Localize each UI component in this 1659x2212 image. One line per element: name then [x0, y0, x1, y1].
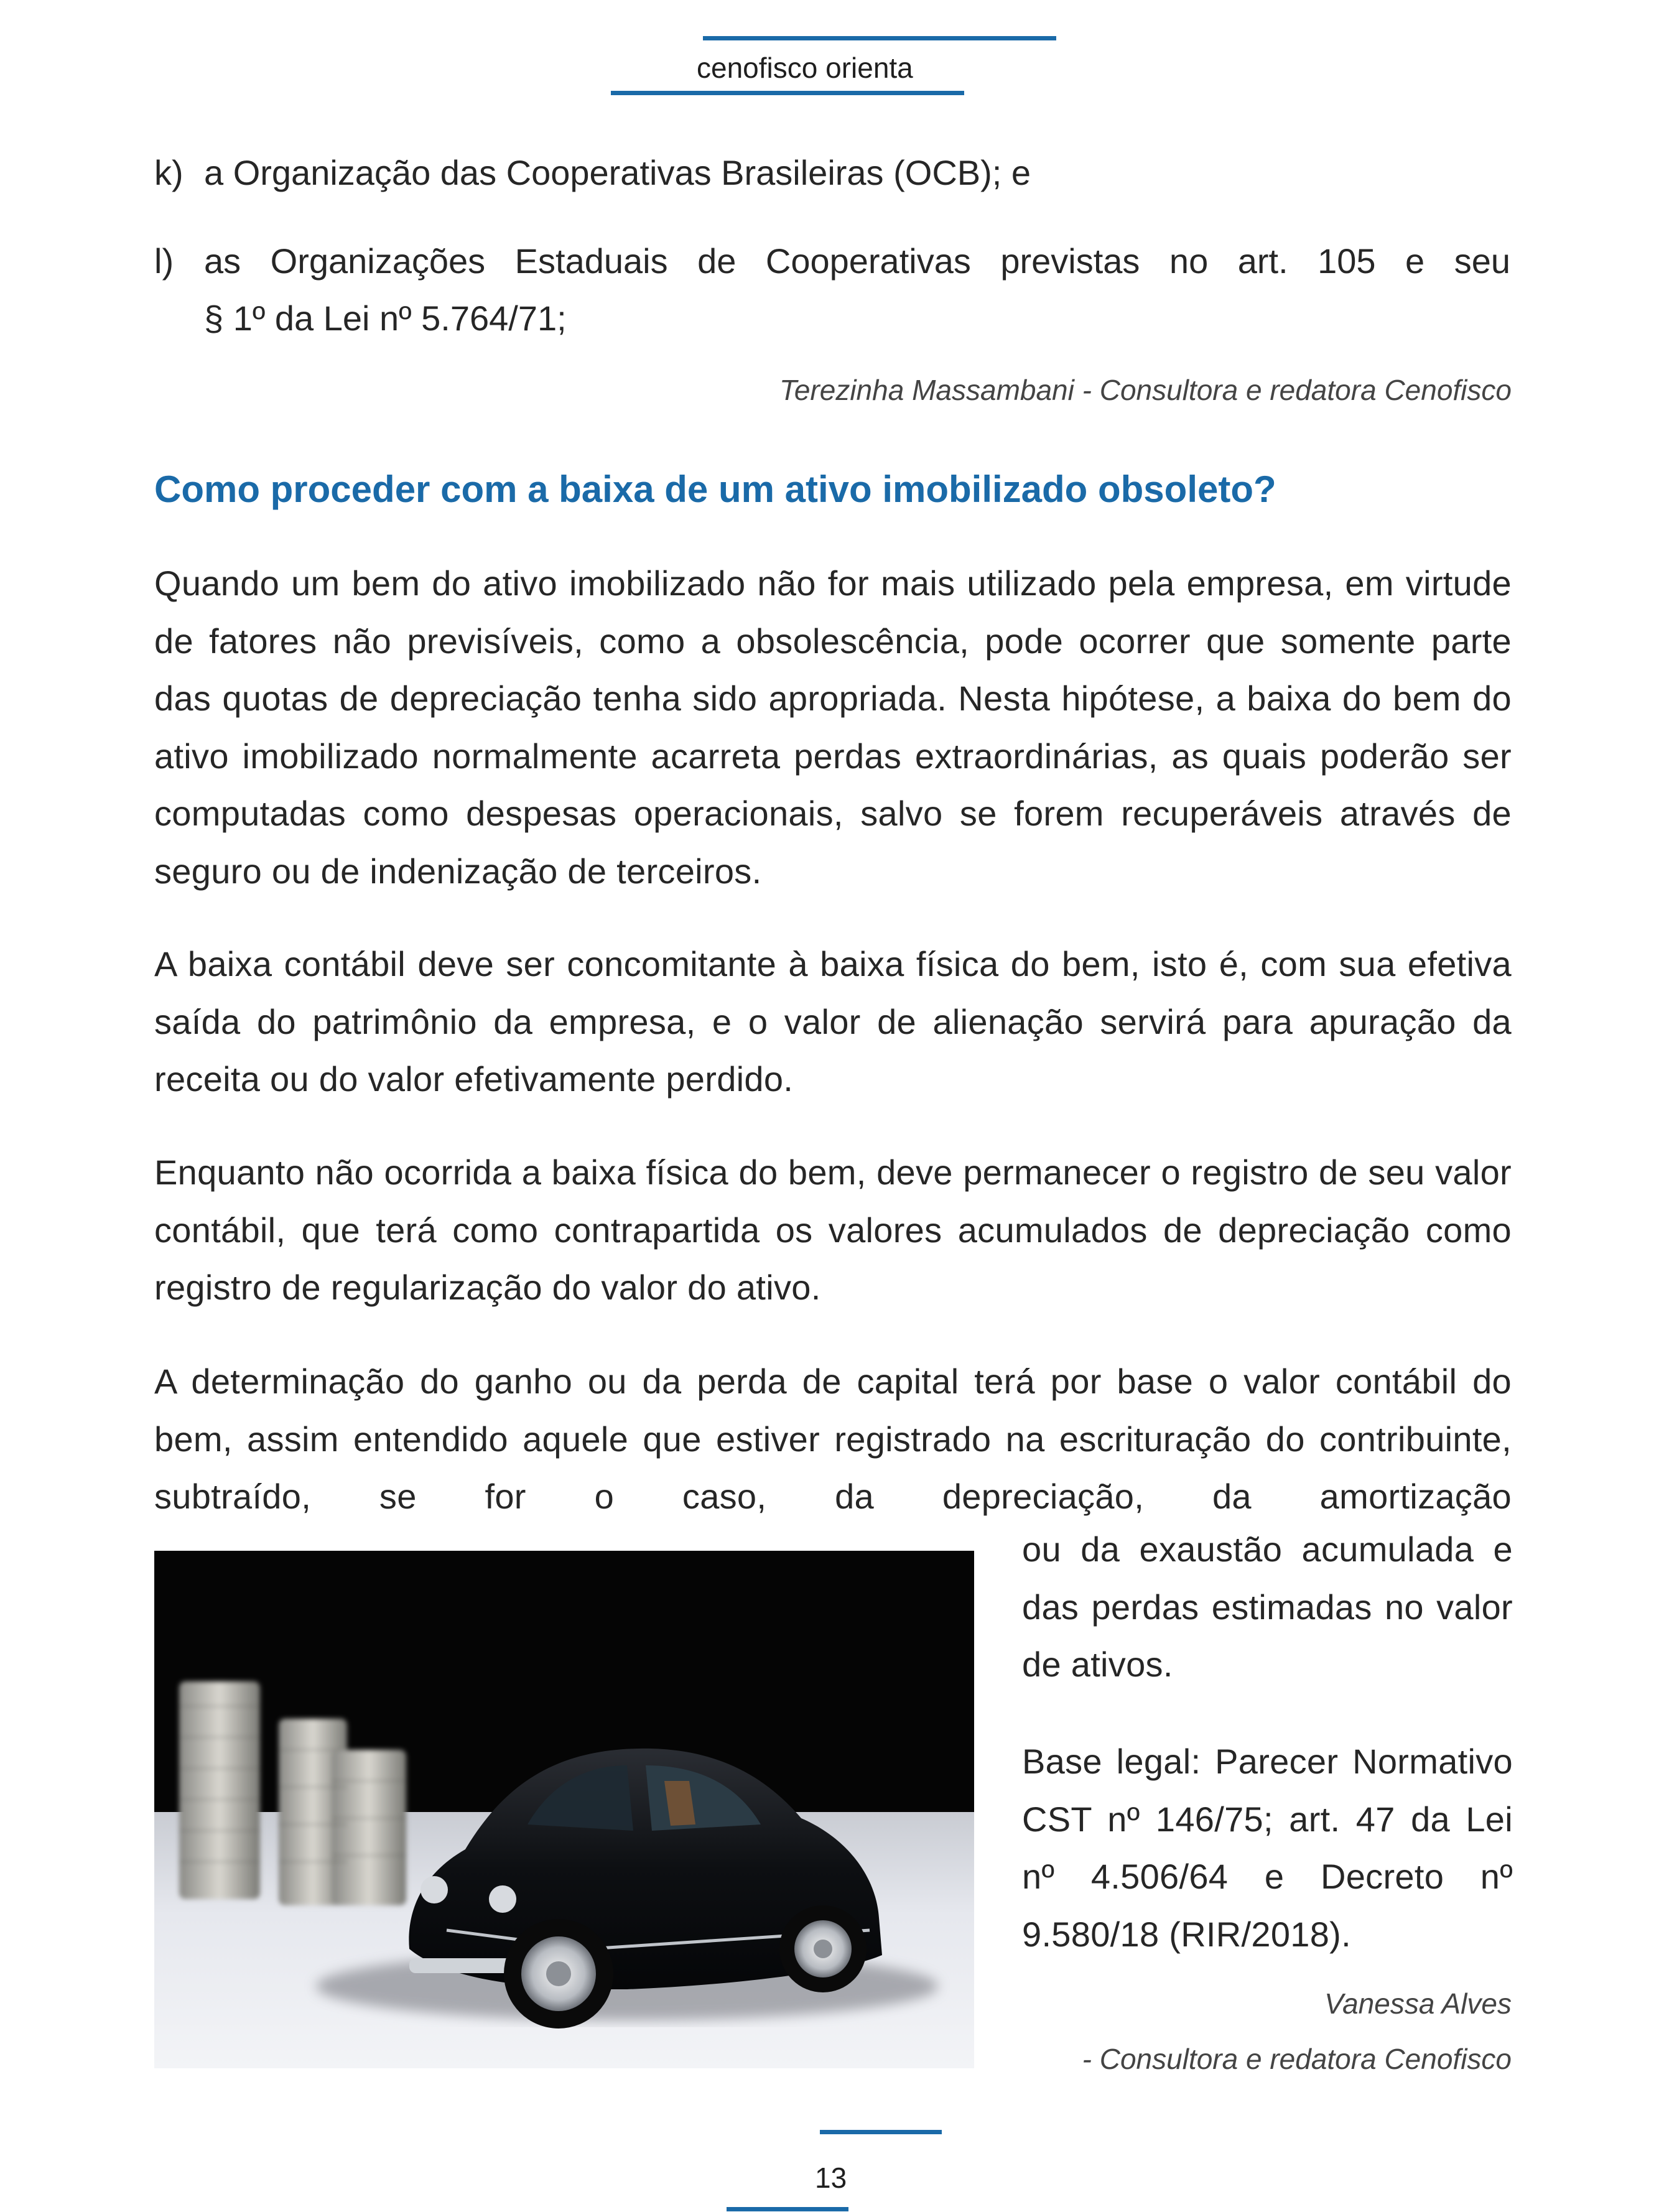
footer-rule-bottom: [727, 2207, 848, 2211]
paragraph-2: [154, 936, 1512, 1108]
header-rule-top: [703, 36, 1056, 40]
paragraph-text: A baixa contábil deve ser concomitante à baixa física do bem, isto é, com sua efetiva saída do patrimônio da empresa, e o valor de alienação servirá para apuração da receita ou do valor efetivamente perdido.: [154, 944, 1512, 1099]
legal-basis: [1022, 1733, 1513, 1963]
header-title: cenofisco orienta: [697, 52, 913, 84]
list-item-l: [154, 233, 1510, 347]
paragraph-text: A determinação do ganho ou da perda de capital terá por base o valor contábil do bem, assim entendido aquele que estiver registrado na escrituração do contribuinte, subtraído, se for o caso, da depreciação, da amortização: [154, 1362, 1512, 1516]
page-number: 13: [815, 2162, 847, 2194]
paragraph-1: [154, 555, 1512, 900]
article-heading: Como proceder com a baixa de um ativo imobilizado obsoleto?: [154, 468, 1276, 510]
list-marker: l): [154, 241, 174, 281]
header-rule-bottom: [611, 91, 964, 95]
car-coins-photo: [154, 1551, 974, 2068]
continuation-text-body: ou da exaustão acumulada e das perdas estimadas no valor de ativos.: [1022, 1530, 1513, 1684]
signature-terezinha: Terezinha Massambani - Consultora e redatora Cenofisco: [779, 374, 1512, 406]
list-text-line2: § 1º da Lei nº 5.764/71;: [204, 299, 567, 338]
footer-rule-top: [820, 2130, 942, 2134]
list-text: a Organização das Cooperativas Brasileiras (OCB); e: [204, 153, 1031, 192]
legal-basis-text: Base legal: Parecer Normativo CST nº 146/75; art. 47 da Lei nº 4.506/64 e Decreto nº 9.580/18 (RIR/2018).: [1022, 1742, 1513, 1954]
list-marker: k): [154, 153, 184, 192]
list-item-k: [154, 144, 1510, 202]
list-text-line1: as Organizações Estaduais de Cooperativas previstas no art. 105 e seu: [204, 241, 1510, 281]
paragraph-3: [154, 1144, 1512, 1317]
signature-vanessa-name: Vanessa Alves: [1324, 1987, 1512, 2020]
signature-vanessa-role: - Consultora e redatora Cenofisco: [1082, 2043, 1512, 2075]
paragraph-4: [154, 1353, 1512, 1526]
paragraph-text: Quando um bem do ativo imobilizado não for mais utilizado pela empresa, em virtude de fatores não previsíveis, como a obsolescência, pode ocorrer que somente parte das quotas de depreciação tenha sido apropriada. Nesta hipótese, a baixa do bem do ativo imobilizado normalmente acarreta perdas extraordinárias, as quais poderão ser computadas como despesas operacionais, salvo se forem recuperáveis através de seguro ou de indenização de terceiros.: [154, 564, 1512, 891]
paragraph-text: Enquanto não ocorrida a baixa física do bem, deve permanecer o registro de seu valor contábil, que terá como contrapartida os valores acumulados de depreciação como registro de regularização do valor do ativo.: [154, 1153, 1512, 1307]
continuation-text: [1022, 1521, 1513, 1694]
